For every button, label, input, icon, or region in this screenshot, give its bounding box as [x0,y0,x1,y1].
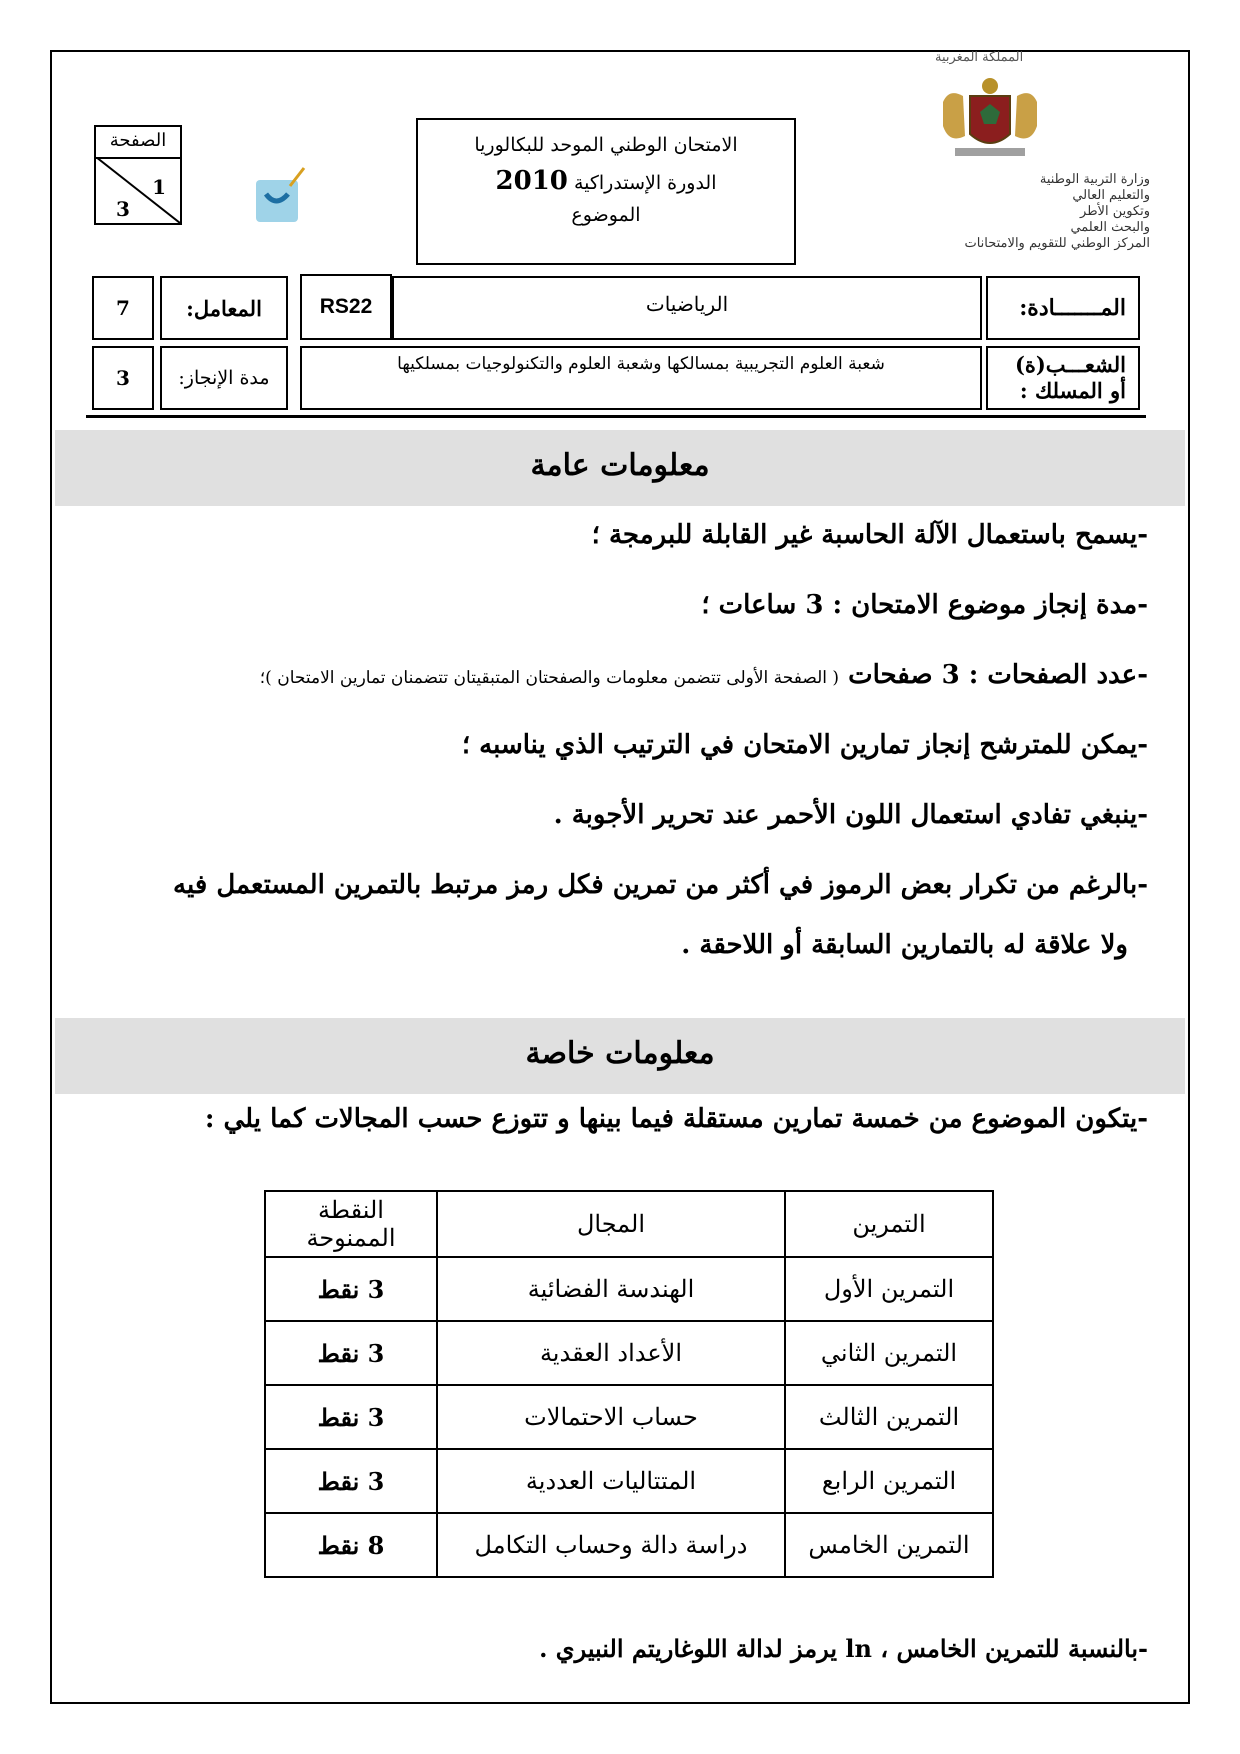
table-row [265,1513,993,1577]
subject-label: المـــــــادة: [986,276,1140,340]
coef-label: المعامل: [160,276,288,340]
exercise-domain-table [264,1190,994,1578]
table-row [265,1321,993,1385]
table-header: التمرين [785,1191,993,1257]
info-item-note: ( الصفحة الأولى تتضمن معلومات والصفحتان المتبقيتان تتضمنان تمارين الامتحان )؛ [259,668,840,688]
table-header: المجال [437,1191,785,1257]
page-label: الصفحة [96,127,180,159]
special-note: -بالنسبة للتمرين الخامس ، ln يرمز لدالة اللوغاريتم النبيري . [539,1634,1148,1663]
duration-value: 3 [92,346,154,410]
info-item: -عدد الصفحات : 3 صفحات ( الصفحة الأولى تتضمن معلومات والصفحتان المتبقيتان تتضمنان تمارين الامتحان )؛ [259,660,1148,690]
exam-title: الامتحان الوطني الموحد للبكالوريا [474,134,738,156]
domain-cell: حساب الاحتمالات [437,1385,785,1449]
exercise-cell: التمرين الثاني [785,1321,993,1385]
domain-cell: الهندسة الفضائية [437,1257,785,1321]
table-header-row [265,1191,993,1257]
exercise-cell: التمرين الخامس [785,1513,993,1577]
exercise-cell: التمرين الثالث [785,1385,993,1449]
points-cell: 3 نقط [265,1449,437,1513]
table-header: النقطة الممنوحة [265,1191,437,1257]
session-line [418,166,794,196]
info-item: -بالرغم من تكرار بعض الرموز في أكثر من تمرين فكل رمز مرتبط بالتمرين المستعمل فيه [173,870,1148,900]
info-item: -يسمح باستعمال الآلة الحاسبة غير القابلة للبرمجة ؛ [591,520,1148,550]
coat-of-arms-icon [935,72,1045,162]
special-intro: -يتكون الموضوع من خمسة تمارين مستقلة فيما بينها و تتوزع حسب المجالات كما يلي : [204,1104,1148,1134]
center-logo-icon [254,166,314,226]
branch-label-2: أو المسلك : [1019,378,1126,403]
session-label: الدورة الإستدراكية [573,172,717,194]
points-cell: 3 نقط [265,1321,437,1385]
ministry-line: وتكوين الأطر [1080,204,1150,219]
general-info-title: معلومات عامة [55,430,1185,506]
page-current: 1 [152,175,166,199]
domain-cell: دراسة دالة وحساب التكامل [437,1513,785,1577]
branch-label-1: الشعـــب(ة) [1014,352,1126,377]
exercise-cell: التمرين الرابع [785,1449,993,1513]
coef-value: 7 [92,276,154,340]
page-total: 3 [116,197,130,221]
info-item: -ينبغي تفادي استعمال اللون الأحمر عند تحرير الأجوبة . [553,800,1148,830]
ministry-line: المركز الوطني للتقويم والامتحانات [964,236,1150,251]
session-year: 2010 [495,166,568,196]
page-number-box [94,125,182,225]
info-item: -مدة إنجاز موضوع الامتحان : 3 ساعات ؛ [701,590,1148,620]
table-row [265,1385,993,1449]
domain-cell: المتتاليات العددية [437,1449,785,1513]
exercise-cell: التمرين الأول [785,1257,993,1321]
subject-value: الرياضيات [392,276,982,340]
kingdom-label: المملكة المغربية [935,50,1024,65]
info-item-continued: ولا علاقة له بالتمارين السابقة أو اللاحقة . [681,930,1128,960]
branch-label [986,346,1140,410]
subject-word: الموضوع [571,204,641,226]
special-info-title: معلومات خاصة [55,1018,1185,1094]
subject-code: RS22 [300,274,392,340]
ministry-line: والتعليم العالي [1072,188,1150,203]
table-row [265,1449,993,1513]
table-row [265,1257,993,1321]
duration-label: مدة الإنجاز: [160,346,288,410]
exam-title-box [416,118,796,265]
branch-value: شعبة العلوم التجريبية بمسالكها وشعبة العلوم والتكنولوجيات بمسلكيها [300,346,982,410]
points-cell: 8 نقط [265,1513,437,1577]
domain-cell: الأعداد العقدية [437,1321,785,1385]
points-cell: 3 نقط [265,1385,437,1449]
page-diagonal [96,157,180,223]
points-cell: 3 نقط [265,1257,437,1321]
header-rule [86,415,1146,418]
ministry-line: والبحث العلمي [1070,220,1150,235]
ministry-line: وزارة التربية الوطنية [1039,172,1150,187]
info-item: -يمكن للمترشح إنجاز تمارين الامتحان في الترتيب الذي يناسبه ؛ [461,730,1148,760]
ministry-block [880,172,1150,252]
